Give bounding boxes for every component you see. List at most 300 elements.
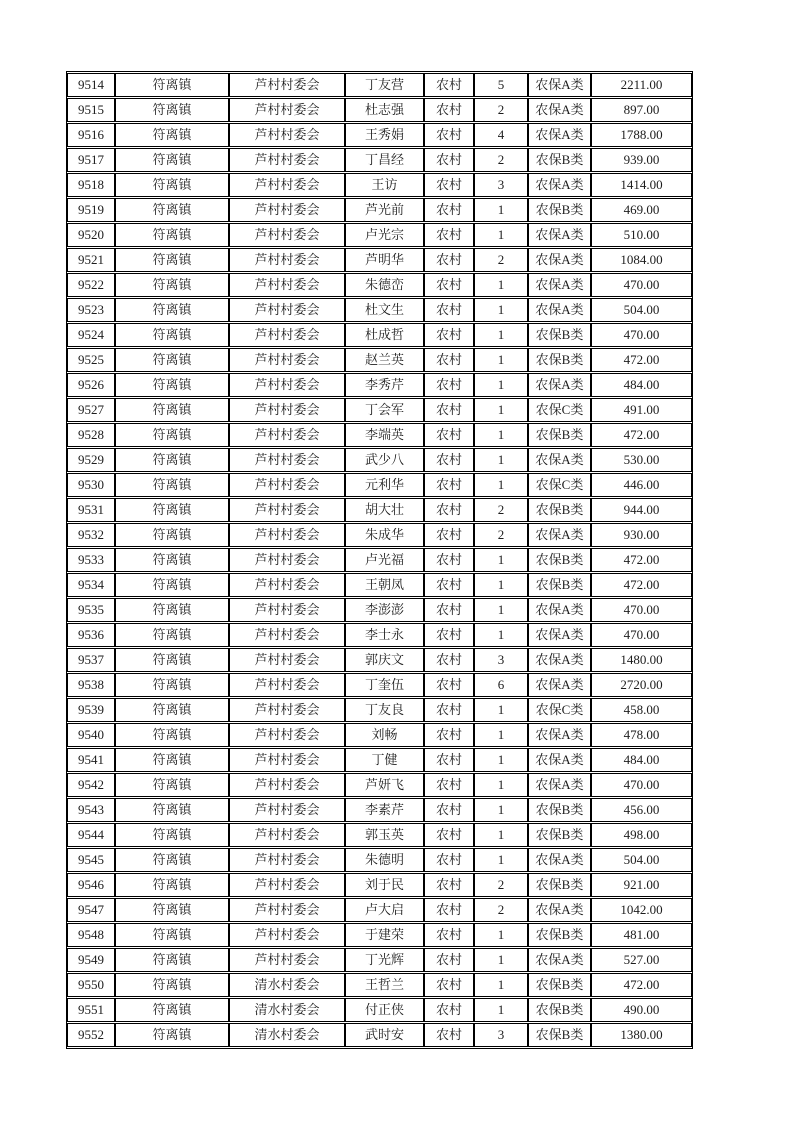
cell-seq: 9551: [67, 998, 115, 1022]
cell-amount: 921.00: [591, 873, 692, 897]
cell-name: 丁友营: [345, 73, 424, 97]
cell-category: 农保C类: [528, 698, 591, 722]
cell-name: 刘于民: [345, 873, 424, 897]
cell-seq: 9542: [67, 773, 115, 797]
cell-residence: 农村: [424, 798, 474, 822]
cell-seq: 9545: [67, 848, 115, 872]
cell-residence: 农村: [424, 973, 474, 997]
cell-amount: 470.00: [591, 323, 692, 347]
cell-seq: 9528: [67, 423, 115, 447]
cell-seq: 9525: [67, 348, 115, 372]
cell-village: 芦村村委会: [229, 98, 345, 122]
cell-category: 农保A类: [528, 848, 591, 872]
cell-town: 符离镇: [115, 573, 229, 597]
cell-amount: 481.00: [591, 923, 692, 947]
cell-village: 芦村村委会: [229, 648, 345, 672]
cell-category: 农保A类: [528, 98, 591, 122]
table-row: [67, 223, 692, 247]
cell-residence: 农村: [424, 223, 474, 247]
cell-category: 农保A类: [528, 723, 591, 747]
cell-seq: 9522: [67, 273, 115, 297]
cell-town: 符离镇: [115, 948, 229, 972]
cell-seq: 9538: [67, 673, 115, 697]
table-row: [67, 448, 692, 472]
cell-residence: 农村: [424, 323, 474, 347]
cell-name: 杜成哲: [345, 323, 424, 347]
cell-seq: 9550: [67, 973, 115, 997]
cell-seq: 9518: [67, 173, 115, 197]
cell-persons: 1: [474, 723, 528, 747]
cell-village: 芦村村委会: [229, 923, 345, 947]
table-row: [67, 673, 692, 697]
cell-town: 符离镇: [115, 673, 229, 697]
cell-residence: 农村: [424, 548, 474, 572]
cell-seq: 9537: [67, 648, 115, 672]
cell-amount: 930.00: [591, 523, 692, 547]
cell-residence: 农村: [424, 598, 474, 622]
cell-name: 郭玉英: [345, 823, 424, 847]
cell-category: 农保B类: [528, 823, 591, 847]
cell-name: 于建荣: [345, 923, 424, 947]
table-row: [67, 973, 692, 997]
cell-name: 刘畅: [345, 723, 424, 747]
table-row: [67, 723, 692, 747]
cell-name: 杜志强: [345, 98, 424, 122]
cell-amount: 456.00: [591, 798, 692, 822]
cell-name: 卢大启: [345, 898, 424, 922]
cell-category: 农保B类: [528, 998, 591, 1022]
cell-residence: 农村: [424, 923, 474, 947]
cell-village: 芦村村委会: [229, 348, 345, 372]
table-row: [67, 773, 692, 797]
cell-persons: 1: [474, 998, 528, 1022]
cell-residence: 农村: [424, 173, 474, 197]
cell-residence: 农村: [424, 298, 474, 322]
cell-residence: 农村: [424, 623, 474, 647]
cell-name: 朱德峦: [345, 273, 424, 297]
cell-category: 农保A类: [528, 173, 591, 197]
cell-category: 农保A类: [528, 248, 591, 272]
cell-amount: 2211.00: [591, 73, 692, 97]
table-row: [67, 248, 692, 272]
cell-persons: 1: [474, 848, 528, 872]
cell-persons: 1: [474, 748, 528, 772]
cell-seq: 9552: [67, 1023, 115, 1047]
cell-name: 卢光福: [345, 548, 424, 572]
cell-category: 农保A类: [528, 223, 591, 247]
cell-persons: 2: [474, 523, 528, 547]
table-row: [67, 948, 692, 972]
cell-category: 农保B类: [528, 198, 591, 222]
cell-category: 农保B类: [528, 498, 591, 522]
cell-name: 王访: [345, 173, 424, 197]
cell-amount: 939.00: [591, 148, 692, 172]
cell-amount: 498.00: [591, 823, 692, 847]
cell-village: 芦村村委会: [229, 698, 345, 722]
cell-category: 农保A类: [528, 898, 591, 922]
cell-town: 符离镇: [115, 973, 229, 997]
cell-amount: 472.00: [591, 573, 692, 597]
cell-name: 胡大壮: [345, 498, 424, 522]
cell-town: 符离镇: [115, 1023, 229, 1047]
cell-seq: 9546: [67, 873, 115, 897]
cell-name: 赵兰英: [345, 348, 424, 372]
cell-name: 王朝凤: [345, 573, 424, 597]
table-row: [67, 823, 692, 847]
cell-residence: 农村: [424, 123, 474, 147]
table-row: [67, 923, 692, 947]
cell-town: 符离镇: [115, 773, 229, 797]
cell-name: 丁友良: [345, 698, 424, 722]
cell-town: 符离镇: [115, 148, 229, 172]
cell-seq: 9548: [67, 923, 115, 947]
cell-residence: 农村: [424, 98, 474, 122]
cell-category: 农保B类: [528, 348, 591, 372]
cell-persons: 1: [474, 598, 528, 622]
table-row: [67, 273, 692, 297]
cell-residence: 农村: [424, 573, 474, 597]
cell-category: 农保A类: [528, 948, 591, 972]
cell-category: 农保A类: [528, 273, 591, 297]
table-row: [67, 473, 692, 497]
table-row: [67, 548, 692, 572]
table-row: [67, 98, 692, 122]
cell-village: 芦村村委会: [229, 373, 345, 397]
table-row: [67, 598, 692, 622]
cell-category: 农保A类: [528, 123, 591, 147]
cell-residence: 农村: [424, 723, 474, 747]
cell-category: 农保A类: [528, 523, 591, 547]
table-row: [67, 148, 692, 172]
cell-persons: 3: [474, 648, 528, 672]
cell-amount: 484.00: [591, 748, 692, 772]
cell-town: 符离镇: [115, 423, 229, 447]
cell-persons: 1: [474, 223, 528, 247]
cell-amount: 1380.00: [591, 1023, 692, 1047]
cell-category: 农保A类: [528, 673, 591, 697]
cell-persons: 4: [474, 123, 528, 147]
table-row: [67, 373, 692, 397]
cell-category: 农保A类: [528, 748, 591, 772]
cell-seq: 9530: [67, 473, 115, 497]
cell-persons: 1: [474, 398, 528, 422]
cell-name: 丁健: [345, 748, 424, 772]
cell-village: 芦村村委会: [229, 173, 345, 197]
cell-residence: 农村: [424, 773, 474, 797]
cell-town: 符离镇: [115, 823, 229, 847]
cell-village: 清水村委会: [229, 1023, 345, 1047]
cell-village: 芦村村委会: [229, 298, 345, 322]
cell-persons: 1: [474, 348, 528, 372]
cell-persons: 1: [474, 448, 528, 472]
cell-town: 符离镇: [115, 173, 229, 197]
cell-amount: 478.00: [591, 723, 692, 747]
cell-name: 杜文生: [345, 298, 424, 322]
cell-residence: 农村: [424, 398, 474, 422]
cell-village: 芦村村委会: [229, 223, 345, 247]
cell-amount: 484.00: [591, 373, 692, 397]
cell-amount: 504.00: [591, 848, 692, 872]
cell-seq: 9524: [67, 323, 115, 347]
cell-persons: 1: [474, 323, 528, 347]
table-row: [67, 873, 692, 897]
cell-category: 农保A类: [528, 598, 591, 622]
cell-town: 符离镇: [115, 648, 229, 672]
cell-persons: 5: [474, 73, 528, 97]
cell-residence: 农村: [424, 998, 474, 1022]
table-row: [67, 73, 692, 97]
cell-seq: 9533: [67, 548, 115, 572]
cell-amount: 469.00: [591, 198, 692, 222]
cell-village: 芦村村委会: [229, 323, 345, 347]
table-row: [67, 798, 692, 822]
cell-category: 农保B类: [528, 923, 591, 947]
cell-name: 武时安: [345, 1023, 424, 1047]
cell-village: 芦村村委会: [229, 73, 345, 97]
cell-seq: 9543: [67, 798, 115, 822]
cell-seq: 9544: [67, 823, 115, 847]
cell-persons: 1: [474, 548, 528, 572]
cell-name: 郭庆文: [345, 648, 424, 672]
cell-town: 符离镇: [115, 223, 229, 247]
cell-residence: 农村: [424, 348, 474, 372]
cell-persons: 1: [474, 473, 528, 497]
cell-name: 丁会军: [345, 398, 424, 422]
cell-persons: 1: [474, 698, 528, 722]
table-row: [67, 198, 692, 222]
cell-village: 芦村村委会: [229, 848, 345, 872]
cell-name: 李秀芹: [345, 373, 424, 397]
cell-persons: 1: [474, 798, 528, 822]
cell-seq: 9536: [67, 623, 115, 647]
cell-village: 芦村村委会: [229, 548, 345, 572]
table-row: [67, 398, 692, 422]
cell-residence: 农村: [424, 898, 474, 922]
cell-town: 符离镇: [115, 623, 229, 647]
cell-category: 农保B类: [528, 1023, 591, 1047]
cell-category: 农保B类: [528, 798, 591, 822]
table-row: [67, 623, 692, 647]
cell-residence: 农村: [424, 273, 474, 297]
cell-amount: 1788.00: [591, 123, 692, 147]
cell-name: 丁昌经: [345, 148, 424, 172]
cell-category: 农保C类: [528, 473, 591, 497]
cell-town: 符离镇: [115, 298, 229, 322]
cell-amount: 2720.00: [591, 673, 692, 697]
cell-amount: 472.00: [591, 348, 692, 372]
cell-village: 芦村村委会: [229, 773, 345, 797]
table-row: [67, 748, 692, 772]
cell-village: 芦村村委会: [229, 673, 345, 697]
cell-persons: 1: [474, 423, 528, 447]
cell-seq: 9531: [67, 498, 115, 522]
cell-town: 符离镇: [115, 798, 229, 822]
cell-town: 符离镇: [115, 698, 229, 722]
cell-town: 符离镇: [115, 598, 229, 622]
records-table: [66, 71, 693, 1049]
cell-residence: 农村: [424, 473, 474, 497]
cell-category: 农保A类: [528, 73, 591, 97]
cell-persons: 1: [474, 923, 528, 947]
cell-town: 符离镇: [115, 473, 229, 497]
cell-name: 卢光宗: [345, 223, 424, 247]
table-row: [67, 848, 692, 872]
cell-name: 李素芹: [345, 798, 424, 822]
cell-amount: 470.00: [591, 773, 692, 797]
cell-village: 芦村村委会: [229, 873, 345, 897]
cell-residence: 农村: [424, 148, 474, 172]
cell-village: 芦村村委会: [229, 948, 345, 972]
cell-town: 符离镇: [115, 348, 229, 372]
cell-residence: 农村: [424, 673, 474, 697]
cell-town: 符离镇: [115, 73, 229, 97]
cell-seq: 9515: [67, 98, 115, 122]
cell-residence: 农村: [424, 498, 474, 522]
cell-amount: 470.00: [591, 623, 692, 647]
cell-village: 芦村村委会: [229, 798, 345, 822]
cell-seq: 9526: [67, 373, 115, 397]
cell-village: 芦村村委会: [229, 573, 345, 597]
cell-seq: 9532: [67, 523, 115, 547]
cell-category: 农保A类: [528, 373, 591, 397]
cell-category: 农保B类: [528, 323, 591, 347]
cell-residence: 农村: [424, 198, 474, 222]
cell-village: 芦村村委会: [229, 123, 345, 147]
cell-residence: 农村: [424, 748, 474, 772]
cell-village: 清水村委会: [229, 998, 345, 1022]
cell-residence: 农村: [424, 823, 474, 847]
table-row: [67, 1023, 692, 1047]
cell-town: 符离镇: [115, 498, 229, 522]
cell-town: 符离镇: [115, 398, 229, 422]
cell-amount: 470.00: [591, 598, 692, 622]
cell-persons: 2: [474, 873, 528, 897]
cell-category: 农保C类: [528, 398, 591, 422]
cell-town: 符离镇: [115, 98, 229, 122]
cell-seq: 9523: [67, 298, 115, 322]
cell-persons: 1: [474, 623, 528, 647]
cell-residence: 农村: [424, 448, 474, 472]
cell-amount: 510.00: [591, 223, 692, 247]
cell-village: 芦村村委会: [229, 148, 345, 172]
cell-village: 芦村村委会: [229, 498, 345, 522]
cell-town: 符离镇: [115, 548, 229, 572]
cell-amount: 446.00: [591, 473, 692, 497]
cell-residence: 农村: [424, 848, 474, 872]
cell-seq: 9517: [67, 148, 115, 172]
cell-category: 农保A类: [528, 773, 591, 797]
cell-seq: 9527: [67, 398, 115, 422]
cell-seq: 9547: [67, 898, 115, 922]
cell-persons: 1: [474, 973, 528, 997]
cell-amount: 1042.00: [591, 898, 692, 922]
cell-amount: 470.00: [591, 273, 692, 297]
cell-amount: 458.00: [591, 698, 692, 722]
cell-town: 符离镇: [115, 248, 229, 272]
cell-persons: 1: [474, 573, 528, 597]
cell-residence: 农村: [424, 523, 474, 547]
cell-seq: 9549: [67, 948, 115, 972]
cell-village: 芦村村委会: [229, 598, 345, 622]
cell-category: 农保A类: [528, 298, 591, 322]
cell-category: 农保A类: [528, 623, 591, 647]
table-row: [67, 698, 692, 722]
cell-name: 李端英: [345, 423, 424, 447]
cell-village: 芦村村委会: [229, 448, 345, 472]
cell-persons: 2: [474, 248, 528, 272]
table-row: [67, 998, 692, 1022]
cell-town: 符离镇: [115, 998, 229, 1022]
cell-village: 芦村村委会: [229, 823, 345, 847]
table-row: [67, 123, 692, 147]
table-row: [67, 323, 692, 347]
table-row: [67, 348, 692, 372]
cell-village: 芦村村委会: [229, 198, 345, 222]
cell-name: 朱成华: [345, 523, 424, 547]
cell-village: 芦村村委会: [229, 423, 345, 447]
cell-seq: 9516: [67, 123, 115, 147]
cell-seq: 9534: [67, 573, 115, 597]
cell-seq: 9519: [67, 198, 115, 222]
cell-persons: 2: [474, 898, 528, 922]
cell-village: 芦村村委会: [229, 523, 345, 547]
cell-amount: 491.00: [591, 398, 692, 422]
cell-amount: 472.00: [591, 423, 692, 447]
cell-persons: 6: [474, 673, 528, 697]
table-row: [67, 173, 692, 197]
records-tbody: [67, 73, 692, 1047]
cell-town: 符离镇: [115, 723, 229, 747]
cell-village: 芦村村委会: [229, 398, 345, 422]
table-row: [67, 498, 692, 522]
cell-seq: 9539: [67, 698, 115, 722]
cell-name: 王秀娟: [345, 123, 424, 147]
cell-category: 农保B类: [528, 873, 591, 897]
cell-seq: 9514: [67, 73, 115, 97]
cell-category: 农保A类: [528, 448, 591, 472]
cell-amount: 944.00: [591, 498, 692, 522]
cell-town: 符离镇: [115, 898, 229, 922]
cell-village: 芦村村委会: [229, 248, 345, 272]
cell-village: 芦村村委会: [229, 623, 345, 647]
cell-category: 农保B类: [528, 973, 591, 997]
cell-town: 符离镇: [115, 273, 229, 297]
cell-seq: 9521: [67, 248, 115, 272]
cell-town: 符离镇: [115, 923, 229, 947]
cell-village: 芦村村委会: [229, 473, 345, 497]
cell-residence: 农村: [424, 698, 474, 722]
cell-amount: 490.00: [591, 998, 692, 1022]
cell-residence: 农村: [424, 873, 474, 897]
cell-amount: 897.00: [591, 98, 692, 122]
cell-seq: 9540: [67, 723, 115, 747]
cell-amount: 527.00: [591, 948, 692, 972]
table-row: [67, 423, 692, 447]
cell-village: 清水村委会: [229, 973, 345, 997]
cell-name: 李士永: [345, 623, 424, 647]
cell-town: 符离镇: [115, 848, 229, 872]
cell-category: 农保B类: [528, 548, 591, 572]
cell-residence: 农村: [424, 423, 474, 447]
cell-village: 芦村村委会: [229, 748, 345, 772]
cell-persons: 3: [474, 173, 528, 197]
cell-town: 符离镇: [115, 323, 229, 347]
cell-persons: 2: [474, 498, 528, 522]
cell-town: 符离镇: [115, 448, 229, 472]
cell-residence: 农村: [424, 1023, 474, 1047]
cell-village: 芦村村委会: [229, 723, 345, 747]
cell-category: 农保A类: [528, 648, 591, 672]
